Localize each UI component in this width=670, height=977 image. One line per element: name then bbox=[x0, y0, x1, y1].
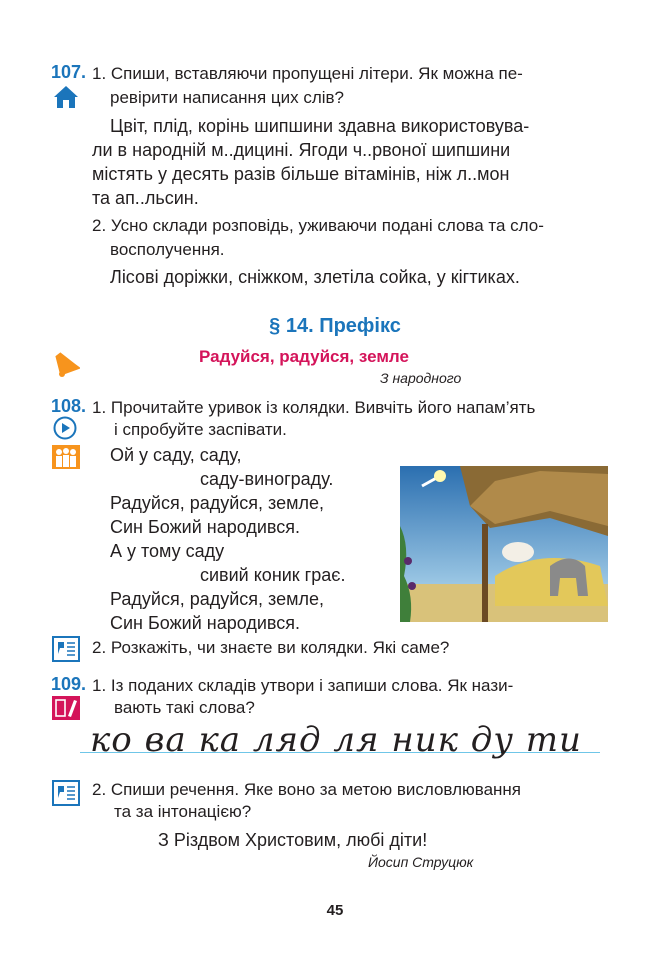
exercise-number-107: 107. bbox=[51, 62, 87, 82]
ex109-task1-line1: 1. Із поданих складів утвори і запиши слова. Як нази- bbox=[92, 676, 514, 695]
discussion-icon bbox=[52, 636, 80, 662]
lyric-line: Радуйся, радуйся, земле, bbox=[110, 589, 325, 609]
lyric-line: сивий коник грає. bbox=[200, 565, 346, 585]
ex109-sentence: З Різдвом Христовим, любі діти! bbox=[158, 830, 428, 850]
section-title: § 14. Префікс bbox=[269, 315, 401, 337]
bell-icon bbox=[52, 347, 80, 377]
ex107-text-line: Цвіт, плід, корінь шипшини здавна використовува- bbox=[110, 116, 530, 136]
song-source: З народного bbox=[380, 370, 462, 386]
lyric-line: Син Божий народився. bbox=[110, 613, 301, 633]
lyric-line: А у тому саду bbox=[110, 541, 225, 561]
ex107-phrase: Лісові доріжки, сніжком, злетіла сойка, у кігтиках. bbox=[110, 267, 520, 287]
ex107-task2-line2: восполучення. bbox=[110, 240, 225, 259]
handwritten-syllables: ко ва ка ляд ля ник ду ти bbox=[90, 720, 582, 760]
ex108-task1-line2: і спробуйте заспівати. bbox=[114, 420, 287, 439]
ex107-text-line: ли в народній м..дицині. Ягоди ч..рвоної шипшини bbox=[92, 140, 511, 160]
page-number: 45 bbox=[326, 902, 344, 919]
ex107-task1-line1: 1. Спиши, вставляючи пропущені літери. Як можна пе- bbox=[92, 64, 523, 83]
ex108-task2: 2. Розкажіть, чи знаєте ви колядки. Які саме? bbox=[92, 638, 450, 657]
ex109-task2-line1: 2. Спиши речення. Яке воно за метою висловлювання bbox=[92, 780, 522, 799]
exercise-number-109: 109. bbox=[51, 674, 87, 694]
ex109-author: Йосип Струцюк bbox=[368, 854, 474, 870]
song-title: Радуйся, радуйся, земле bbox=[199, 347, 409, 366]
ex107-text-line: та ап..льсин. bbox=[92, 188, 199, 208]
ex107-text-line: містять у десять разів більше вітамінів, ніж л..мон bbox=[92, 164, 510, 184]
ex107-task1-line2: ревірити написання цих слів? bbox=[110, 88, 345, 107]
writing-icon bbox=[52, 696, 80, 720]
discussion-icon bbox=[52, 780, 80, 806]
lyric-line: саду-винограду. bbox=[200, 469, 334, 489]
home-icon bbox=[52, 84, 80, 110]
ex109-task2-line2: та за інтонацією? bbox=[114, 802, 252, 821]
play-icon bbox=[53, 416, 77, 440]
exercise-number-108: 108. bbox=[51, 396, 87, 416]
nativity-illustration bbox=[400, 466, 608, 622]
ex108-task1-line1: 1. Прочитайте уривок із колядки. Вивчіть його напам’ять bbox=[92, 398, 536, 417]
lyric-line: Радуйся, радуйся, земле, bbox=[110, 493, 325, 513]
ex109-task1-line2: вають такі слова? bbox=[114, 698, 255, 717]
lyric-line: Син Божий народився. bbox=[110, 517, 301, 537]
ex107-task2-line1: 2. Усно склади розповідь, уживаючи подані слова та сло- bbox=[92, 216, 544, 235]
lyric-line: Ой у саду, саду, bbox=[110, 445, 242, 465]
group-singing-icon bbox=[52, 445, 80, 469]
